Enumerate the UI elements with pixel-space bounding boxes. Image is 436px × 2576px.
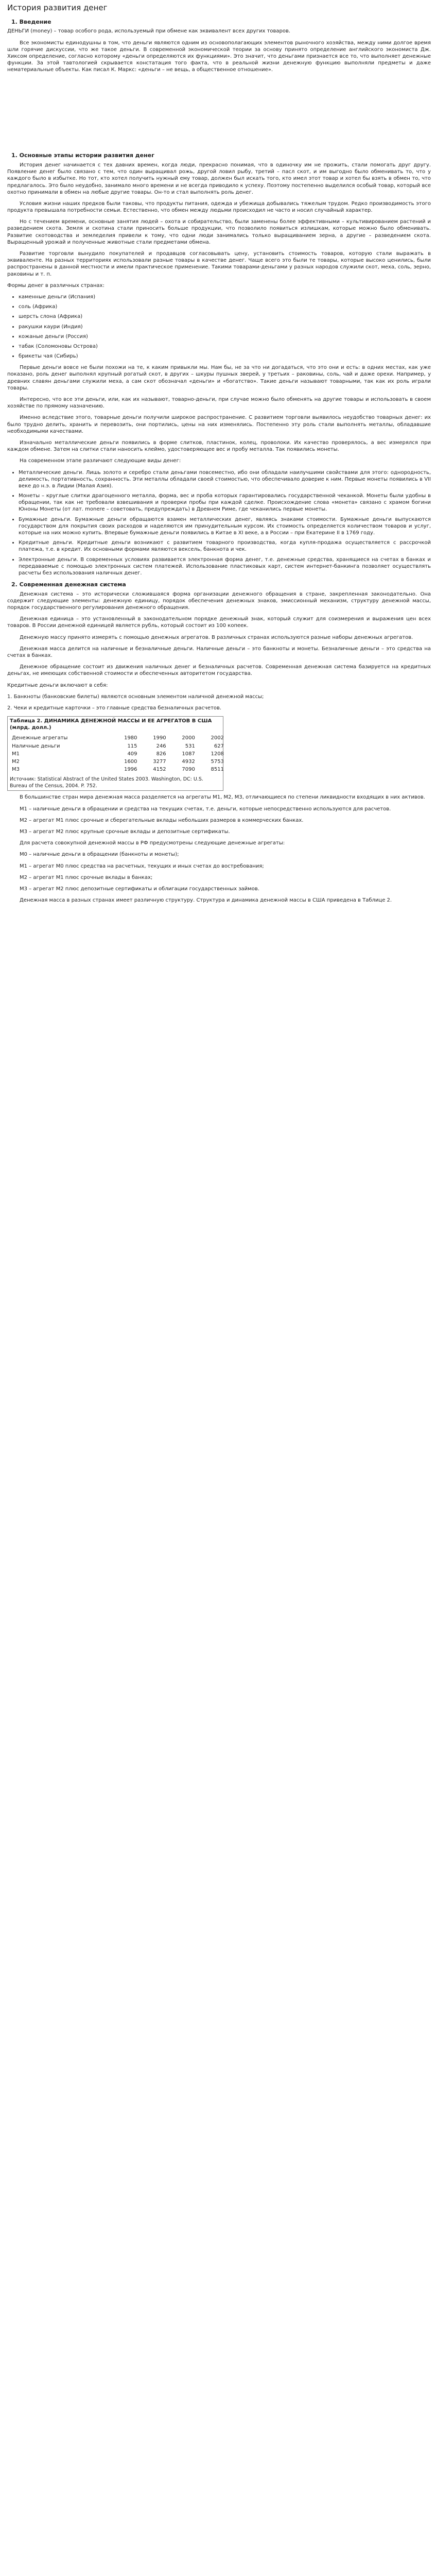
list-intro: Кредитные деньги включают в себя: xyxy=(7,682,108,688)
table-cell: M1 xyxy=(12,751,20,757)
paragraph: Денежная система – это исторически сложившаяся форма организации денежного обращения в стране, закрепленная законодательно. Она содержит следующие элементы: денежную единицу, порядок обеспечения денежных знаков, эмиссионный механизм, структуру денежной массы, порядок государственного регулирования денежного обращения. xyxy=(7,591,431,611)
section-history-heading: 1. Основные этапы истории развития денег xyxy=(11,152,154,159)
list-item: • соль (Африка) xyxy=(19,303,431,310)
table-cell: 4152 xyxy=(153,767,166,773)
table-header-cell: 1990 xyxy=(153,735,166,741)
list-item: • Металлические деньги. Лишь золото и серебро стали деньгами повсеместно, ибо они обладали наилучшими свойствами для этого: однородность, делимость, портативность, сохранность. Эти металлы обладали своей стоимостью, что обеспечивало доверие к ним. Первые монеты появились в VII веке до н.э. в Лидии (Малая Азия). xyxy=(19,469,431,490)
table-cell: 115 xyxy=(127,743,137,749)
paragraph: История денег начинается с тех давних времен, когда люди, прекрасно понимая, что в одиночку им не прожить, стали помогать друг другу. Появление денег было связано с тем, что один выращивал рожь, другой ловил рыбу, третий – пасл скот, и им выгодно было обменивать то, что у каждого было в избытке. Но тот, кто хотел получить нужный ему товар, должен был искать того, кто имел этот товар и хотел бы взять в обмен то, что предлагалось. Это было неудобно, занимало много времени и не всегда приводило к успеху. Поэтому постепенно выделился особый товар, который все охотно принимали в обмен на любые другие товары. Он-то и стал выполнять роль денег. xyxy=(7,162,431,195)
money-supply-table xyxy=(7,716,223,791)
table-cell: 1996 xyxy=(124,767,137,773)
paragraph: Именно вследствие этого, товарные деньги получили широкое распространение. С развитием торговли выявилось неудобство товарных денег: их было трудно делить, хранить и перевозить, они портились, цены на них изменялись. Постепенно эту роль стали выполнять металлы, обладавшие необходимыми качествами. xyxy=(7,415,431,434)
table-body xyxy=(10,734,226,773)
paragraph: ДЕНЬГИ (money) – товар особого рода, используемый при обмене как эквивалент всех других товаров. xyxy=(7,28,291,35)
paragraph: Первые деньги вовсе не были похожи на те, к каким привыкли мы. Нам бы, не за что ни догадаться, что это они и есть: в одних местах, как уже показано, роль денег выполнял крупный рогатый скот, в других – шкуры пушных зверей, у третьих – раковины, соль, чай и даже орехи. Например, у древних славян деньгами служили меха, а сам скот обозначал «деньги» и «богатство». Такие деньги называют товарными, так как их роль играли товары. xyxy=(7,365,431,391)
table-header-cell: 2002 xyxy=(211,735,224,741)
list-item: • Монеты – круглые слитки драгоценного металла, форма, вес и проба которых гарантировались государственной чеканкой. Монеты были удобны в обращении, так как не требовали взвешивания и проверки пробы при каждой сделке. Происхождение слова «монета» связано с храмом богини Юноны Монеты (от лат. monere – советовать, предупреждать) в Древнем Риме, где чеканились первые монеты. xyxy=(19,493,431,513)
table-row xyxy=(10,750,226,758)
list-item: • Кредитные деньги. Кредитные деньги возникают с развитием товарного производства, когда купля-продажа осуществляется с рассрочкой платежа, т.е. в кредит. Их основными формами являются вексель, банкнота и чек. xyxy=(19,539,431,553)
table-cell: 246 xyxy=(156,743,166,749)
paragraph: М1 – агрегат М0 плюс средства на расчетных, текущих и иных счетах до востребования; xyxy=(20,863,264,869)
list-item: • каменные деньги (Испания) xyxy=(19,294,431,300)
table-header-cell: Денежные агрегаты xyxy=(12,735,68,741)
paragraph: Денежная единица – это установленный в законодательном порядке денежный знак, который служит для соизмерения и выражения цен всех товаров. В России денежной единицей является рубль, который состоит из 100 копеек. xyxy=(7,616,431,629)
section-intro-heading: 1. Введение xyxy=(11,18,51,25)
paragraph: М3 – агрегат М2 плюс крупные срочные вклады и депозитные сертификаты. xyxy=(20,829,230,835)
list-item: • кожаные деньги (Россия) xyxy=(19,333,431,340)
list-item: 2. Чеки и кредитные карточки – это главные средства безналичных расчетов. xyxy=(7,705,222,711)
paragraph: Изначально металлические деньги появились в форме слитков, пластинок, колец, проволоки. Их качество проверялось, а вес измерялся при каждом обмене. Затем на слитки стали наносить клеймо, удостоверяющее вес и пробу металла. Так появились монеты. xyxy=(7,439,431,453)
list-item: 1. Банкноты (банковские билеты) являются основным элементом наличной денежной массы; xyxy=(7,693,264,700)
table-cell: 8511 xyxy=(211,767,224,773)
table-cell: 7090 xyxy=(182,767,195,773)
paragraph: Денежная масса в разных странах имеет различную структуру. Структура и динамика денежной массы в США приведена в Таблице 2. xyxy=(20,897,392,904)
table-header-cell: 2000 xyxy=(182,735,195,741)
table-source: Источник: Statistical Abstract of the United States 2003. Washington, DC: U.S. Bureau of the Census, 2004. P. 752. xyxy=(10,776,203,789)
table-cell: 1600 xyxy=(124,759,137,765)
section-modern-heading: 2. Современная денежная система xyxy=(11,581,126,588)
list-item: • Бумажные деньги. Бумажные деньги обращаются взамен металлических денег, являясь знаками стоимости. Бумажные деньги выпускаются государством для покрытия своих расходов и наделяются им принудительным курсом. Их стоимость определяется количеством товаров и услуг, которые на них можно купить. Впервые бумажные деньги появились в Китае в XI веке, а в России – при Екатерине II в 1769 году. xyxy=(19,516,431,537)
document-page xyxy=(0,0,436,919)
paragraph: М2 – агрегат М1 плюс срочные и сберегательные вклады небольших размеров в коммерческих банках. xyxy=(20,817,304,823)
list-item: • ракушки каури (Индия) xyxy=(19,324,431,330)
list-intro: На современном этапе различают следующие виды денег: xyxy=(20,458,181,464)
paragraph: М3 – агрегат М2 плюс депозитные сертификаты и облигации государственных займов. xyxy=(20,886,259,892)
table-title: Таблица 2. ДИНАМИКА ДЕНЕЖНОЙ МАССЫ И ЕЕ АГРЕГАТОВ В США (млрд. долл.) xyxy=(10,718,212,731)
paragraph: В большинстве стран мира денежная масса разделяется на агрегаты М1, М2, М3, отличающиеся по степени ликвидности входящих в них активов. xyxy=(20,794,425,801)
table-header-cell: 1980 xyxy=(124,735,137,741)
table-cell: 4932 xyxy=(182,759,195,765)
paragraph: Денежное обращение состоит из движения наличных денег и безналичных расчетов. Современная денежная система базируется на кредитных деньгах, не имеющих собственной стоимости и обеспеченных авторитетом государства. xyxy=(7,664,431,677)
table-cell: 627 xyxy=(214,743,224,749)
paragraph: Условия жизни наших предков были таковы, что продукты питания, одежда и убежища добывались тяжелым трудом. Редко производимость этого продукта превышала потребности семьи. Естественно, что обмен между людьми происходил не часто и носил случайный характер. xyxy=(7,200,431,214)
paragraph: М2 – агрегат М1 плюс срочные вклады в банках; xyxy=(20,874,153,880)
list-item: • брикеты чая (Сибирь) xyxy=(19,353,431,360)
money-forms-list xyxy=(7,294,431,360)
table-cell: 1208 xyxy=(211,751,224,757)
table-cell: 3277 xyxy=(153,759,166,765)
paragraph: Денежную массу принято измерять с помощью денежных агрегатов. В различных странах используются разные наборы денежных агрегатов. xyxy=(20,634,413,640)
list-item: • табак (Соломоновы Острова) xyxy=(19,343,431,350)
paragraph: М0 – наличные деньги в обращении (банкноты и монеты); xyxy=(20,852,179,858)
table-cell: 826 xyxy=(156,751,166,757)
list-item: • шерсть слона (Африка) xyxy=(19,313,431,320)
paragraph: Развитие торговли вынудило покупателей и продавцов согласовывать цену, установить стоимость товаров, которую стали выражать в эквиваленте. На разных территориях использовали разные товары в качестве денег. Чаще всего это были те товары, которые высоко ценились, были распространены в данной местности и имели практическое применение. Такими товарами-деньгами у разных народов служили скот, меха, соль, зерно, раковины и т. п. xyxy=(7,251,431,277)
table-cell: M2 xyxy=(12,759,20,765)
table-row xyxy=(10,766,226,773)
document-title: История развития денег xyxy=(7,3,108,12)
table-row xyxy=(10,742,226,750)
table-cell: 5753 xyxy=(211,759,224,765)
table-cell: 531 xyxy=(185,743,195,749)
paragraph: Денежная масса делится на наличные и безналичные деньги. Наличные деньги – это банкноты и монеты. Безналичные деньги – это средства на счетах в банках. xyxy=(7,646,431,658)
table-header-row xyxy=(10,734,226,742)
paragraph: Для расчета совокупной денежной массы в РФ предусмотрены следующие денежные агрегаты: xyxy=(20,840,285,846)
table-cell: 1087 xyxy=(182,751,195,757)
paragraph: Все экономисты единодушны в том, что деньги являются одним из основополагающих элементов рыночного хозяйства, между ними долгое время шли горячие дискуссии, что же такое деньги. В современной экономической теории за основу принято определение английского экономиста Дж. Хиксом определение, согласно которому «деньги определяются их функциями». Это значит, что деньгами признается все то, что выполняет денежные функции. За этой тавтологией скрывается констатация того факта, что в реальной жизни денежную функцию выполняли предметы и даже нематериальные объекты. Как писал К. Маркс: «деньги – не вещь, а общественное отношение». xyxy=(7,40,431,73)
table-cell: 409 xyxy=(127,751,137,757)
paragraph: М1 – наличные деньги в обращении и средства на текущих счетах, т.е. деньги, которые непосредственно используются для расчетов. xyxy=(20,806,391,812)
money-types-list xyxy=(7,469,431,577)
table-row xyxy=(10,758,226,766)
table-cell: Наличные деньги xyxy=(12,743,60,749)
list-intro: Формы денег в различных странах: xyxy=(7,282,104,289)
table-cell: M3 xyxy=(12,767,20,773)
list-item: • Электронные деньги. В современных условиях развивается электронная форма денег, т.е. денежные средства, хранящиеся на счетах в банках и передаваемые с помощью электронных систем платежей. Использование пластиковых карт, систем интернет-банкинга позволяет осуществлять расчеты без использования наличных денег. xyxy=(19,556,431,577)
paragraph: Но с течением времени, основные занятия людей – охота и собирательство, были заменены более эффективными – культивированием растений и разведением скота. Земля и скотина стали приносить больше продукции, что позволило появиться излишкам, которые можно было обменивать. Развитие скотоводства и земледелия привели к тому, что одни люди занимались только выращиванием зерна, а другие – разведением скота. Выращенный урожай и полученные животные стали предметами обмена. xyxy=(7,219,431,245)
paragraph: Интересно, что все эти деньги, или, как их называют, товарно-деньги, при случае можно было обменять на другие товары и использовать в своем хозяйстве по прямому назначению. xyxy=(7,397,431,410)
